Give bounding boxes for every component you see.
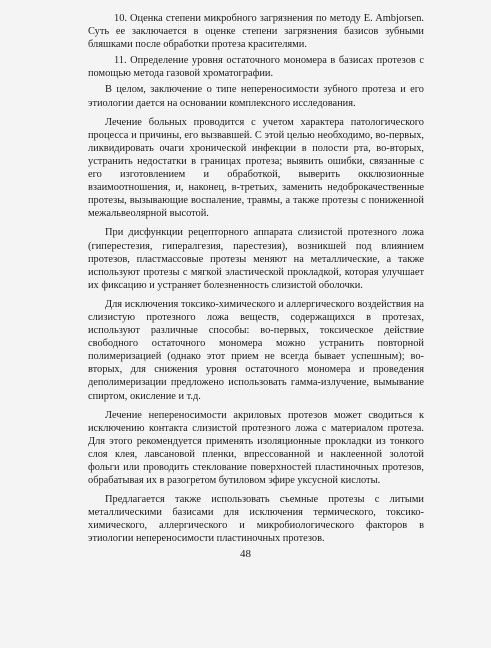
page-number: 48 bbox=[240, 548, 251, 560]
paragraph-item-10: 10. Оценка степени микробного загрязнения по методу E. Ambjorsen. Суть ее заключается в оценке степени загрязнения базисов зубными бляшками после обработки протеза красителями. bbox=[88, 13, 424, 51]
paragraph-receptor-dysfunction: При дисфункции рецепторного аппарата слизистой протезного ложа (гиперестезия, гипералгезия, парестезия), возникшей под влиянием протезов, пластмассовые протезы меняют на металлические, а также используют протезы с мягкой эластической прокладкой, которая улучшает их фиксацию и устраняет болезненность слизистой оболочки. bbox=[88, 227, 424, 291]
paragraph-toxic-allergic: Для исключения токсико-химического и аллергического воздействия на слизистую протезного ложа веществ, содержащихся в протезах, используют различные способы: во-первых, токсическое действие свободного остаточного мономера можно устранить повторной полимеризацией (однако этот прием не всегда бывает успешным); во-вторых, для снижения уровня остаточного мономера и проведения деполимеризации предложено использовать гамма-излучение, вымывание спиртом, окисление и т.д. bbox=[88, 298, 424, 402]
paragraph-acrylic-intolerance: Лечение непереносимости акриловых протезов может сводиться к исключению контакта слизистой протезного ложа с материалом протеза. Для этого рекомендуется применять изоляционные прокладки из тонкого слоя клея, лавсановой пленки, впрессованной и наклеенной золотой фольги или проводить стеклование поверхностей пластиночных протезов, обрабатывая их в разогретом бутиловом эфире уксусной кислоты. bbox=[88, 409, 424, 487]
paragraph-conclusion: В целом, заключение о типе непереносимости зубного протеза и его этиологии дается на основании комплексного исследования. bbox=[88, 84, 424, 109]
paragraph-item-11: 11. Определение уровня остаточного мономера в базисах протезов с помощью метода газовой хроматографии. bbox=[88, 55, 424, 80]
body-text bbox=[88, 12, 424, 552]
paragraph-cast-metal-bases: Предлагается также использовать съемные протезы с литыми металлическими базисами для исключения термического, токсико-химического, аллергического и микробиологического факторов в этиологии непереносимости пластиночных протезов. bbox=[88, 494, 424, 545]
paragraph-treatment: Лечение больных проводится с учетом характера патологического процесса и причины, его вызвавшей. С этой целью необходимо, во-первых, ликвидировать очаги хронической инфекции в полости рта, во-вторых, устранить недостатки в границах протеза; выявить ошибки, связанные с его изготовлением и обработкой, выверить окклюзионные взаимоотношения, и, наконец, в-третьих, заменить недоброкачественные протезы, вызывающие воспаление, травмы, а также протезы с пониженной межальвеолярной высотой. bbox=[88, 116, 424, 220]
